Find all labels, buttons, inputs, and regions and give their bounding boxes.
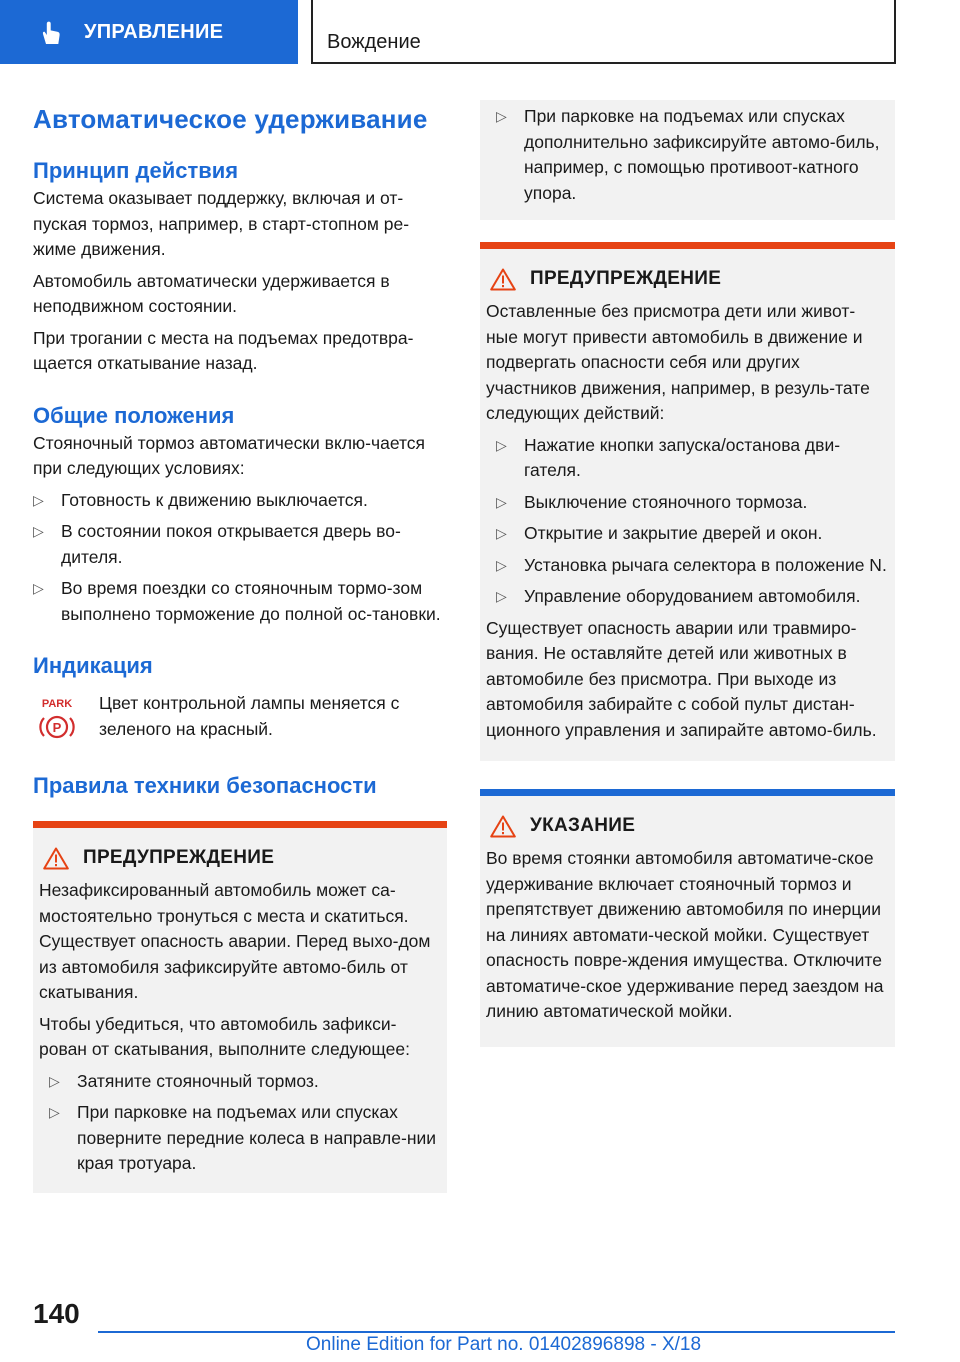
list-item: ▷ Затяните стояночный тормоз. bbox=[49, 1069, 439, 1095]
list-item: ▷ Открытие и закрытие дверей и окон. bbox=[496, 521, 887, 547]
list-item: ▷ В состоянии покоя открывается дверь во-дителя. bbox=[33, 521, 401, 567]
list-item: ▷ Выключение стояночного тормоза. bbox=[496, 490, 887, 516]
warning-triangle-icon bbox=[43, 847, 69, 870]
right-column bbox=[480, 100, 895, 1047]
warning-box bbox=[480, 242, 895, 761]
triangle-bullet-icon: ▷ bbox=[49, 1072, 60, 1089]
triangle-bullet-icon: ▷ bbox=[496, 588, 507, 604]
svg-text:PARK: PARK bbox=[41, 698, 73, 710]
list-item: ▷ Готовность к движению выключается. bbox=[33, 488, 447, 514]
warning-triangle-icon bbox=[490, 815, 516, 838]
chapter-title: УПРАВЛЕНИЕ bbox=[84, 21, 224, 43]
general-intro: Стояночный тормоз автоматически вклю-чается при следующих условиях: bbox=[33, 432, 426, 478]
list-item: ▷ Нажатие кнопки запуска/останова дви-гателя. bbox=[496, 434, 841, 480]
warning-text: Незафиксированный автомобиль может са-мостоятельно тронуться с места и скатиться. Существует опасность аварии. Перед выхо-дом из автомобиля зафиксируйте автомо-биль от скатывания. bbox=[39, 880, 431, 1002]
list-item: ▷ Во время поездки со стояночным тормо-зом выполнено торможение до полной ос-тановки. bbox=[33, 578, 441, 624]
principle-heading: Принцип действия bbox=[33, 158, 239, 183]
indication-row bbox=[33, 691, 447, 747]
hand-pointer-icon bbox=[36, 18, 66, 48]
note-box bbox=[480, 789, 895, 1047]
triangle-bullet-icon: ▷ bbox=[49, 1104, 60, 1120]
note-text: Во время стоянки автомобиля автоматиче-ское удерживание включает стояночный тормоз и препятствует движению автомобиля по инерции на линиях автомати-ческой мойки. Существует опасность повре-ждения имущества. Отключите автоматиче-ское удерживание перед заездом на линию автоматической мойки. bbox=[486, 848, 884, 1021]
warning-title: ПРЕДУПРЕЖДЕНИЕ bbox=[486, 265, 887, 293]
warning-list bbox=[486, 433, 887, 610]
section-title: Вождение bbox=[327, 31, 421, 53]
indication-text: Цвет контрольной лампы меняется с зеленого на красный. bbox=[99, 693, 400, 739]
triangle-bullet-icon: ▷ bbox=[33, 491, 44, 508]
warning-list bbox=[39, 1069, 439, 1177]
svg-text:P: P bbox=[52, 720, 62, 735]
warning-text: Чтобы убедиться, что автомобиль зафикси-рован от скатывания, выполните следующее: bbox=[39, 1013, 410, 1059]
triangle-bullet-icon: ▷ bbox=[496, 556, 507, 573]
chapter-tab bbox=[0, 0, 298, 64]
warning-title: ПРЕДУПРЕЖДЕНИЕ bbox=[39, 844, 439, 872]
warning-box bbox=[33, 821, 447, 1193]
principle-paragraph: При трогании с места на подъемах предотвра-щается откатывание назад. bbox=[33, 327, 414, 373]
left-column bbox=[33, 100, 447, 1193]
park-brake-indicator-icon bbox=[37, 695, 77, 741]
principle-paragraph: Система оказывает поддержку, включая и от-пуская тормоз, например, в старт-стопном ре-жиме движения. bbox=[33, 188, 410, 259]
warning-text: Оставленные без присмотра дети или живот-ные могут привести автомобиль в движение и подвергать опасности себя или других участников движения, например, в резуль-тате следующих действий: bbox=[486, 301, 870, 423]
warning-box-continued bbox=[480, 100, 895, 220]
principle-paragraph: Автомобиль автоматически удерживается в неподвижном состоянии. bbox=[33, 270, 390, 316]
list-item: ▷ При парковке на подъемах или спусках поверните передние колеса в направле-нии края тротуара. bbox=[49, 1102, 437, 1173]
footer-divider bbox=[98, 1331, 895, 1333]
footer-edition: Online Edition for Part no. 01402896898 - X/18 bbox=[306, 1334, 702, 1355]
section-header bbox=[311, 0, 896, 64]
safety-heading: Правила техники безопасности bbox=[33, 773, 377, 798]
continued-list bbox=[496, 104, 887, 206]
triangle-bullet-icon: ▷ bbox=[33, 523, 44, 539]
general-heading: Общие положения bbox=[33, 402, 235, 428]
triangle-bullet-icon: ▷ bbox=[496, 436, 507, 453]
warning-text: Существует опасность аварии или травмиро-вания. Не оставляйте детей или животных в автомобиле без присмотра. При выходе из автомобиля забирайте с собой пульт дистан-ционного управления и запирайте автомо-биль. bbox=[486, 617, 877, 740]
list-item: ▷ Установка рычага селектора в положение N. bbox=[496, 553, 887, 579]
warning-triangle-icon bbox=[490, 268, 516, 291]
note-title: УКАЗАНИЕ bbox=[486, 812, 887, 840]
triangle-bullet-icon: ▷ bbox=[496, 525, 507, 541]
list-item: ▷ Управление оборудованием автомобиля. bbox=[496, 584, 887, 610]
page-number: 140 bbox=[33, 1298, 80, 1329]
page-title: Автоматическое удерживание bbox=[33, 104, 428, 134]
conditions-list bbox=[33, 488, 447, 628]
triangle-bullet-icon: ▷ bbox=[33, 580, 44, 596]
indication-heading: Индикация bbox=[33, 653, 153, 678]
triangle-bullet-icon: ▷ bbox=[496, 493, 507, 510]
list-item: ▷ При парковке на подъемах или спусках дополнительно зафиксируйте автомо-биль, например, с помощью противоот-катного упора. bbox=[496, 106, 880, 203]
triangle-bullet-icon: ▷ bbox=[496, 108, 507, 124]
